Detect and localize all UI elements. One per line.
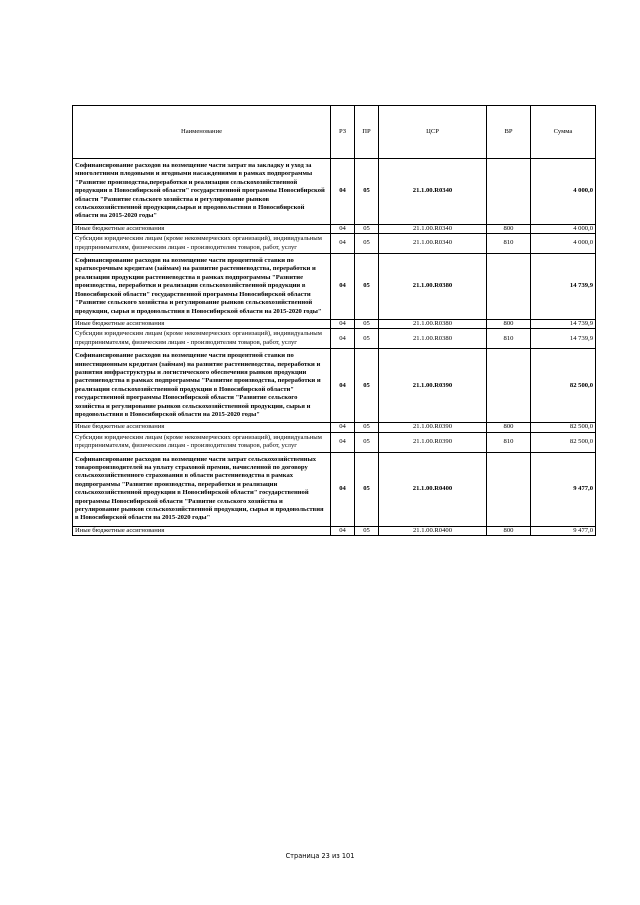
row-pr: 05	[355, 224, 379, 233]
header-vr: ВР	[487, 106, 531, 159]
table-row	[73, 159, 596, 225]
row-csr: 21.1.00.R0390	[379, 423, 487, 432]
row-pr: 05	[355, 423, 379, 432]
budget-table-container	[72, 105, 595, 536]
row-name: Иные бюджетные ассигнования	[73, 224, 331, 233]
header-name: Наименование	[73, 106, 331, 159]
row-csr: 21.1.00.R0380	[379, 254, 487, 320]
row-sum: 82 500,0	[531, 349, 596, 423]
table-header-row	[73, 106, 596, 159]
row-vr: 800	[487, 423, 531, 432]
row-sum: 4 000,0	[531, 234, 596, 254]
row-sum: 82 500,0	[531, 423, 596, 432]
table-row	[73, 329, 596, 349]
row-sum: 9 477,0	[531, 526, 596, 535]
row-rz: 04	[331, 254, 355, 320]
row-name: Субсидии юридическим лицам (кроме некоммерческих организаций), индивидуальным предпринимателям, физическим лицам - производителям товаров, работ, услуг	[73, 234, 331, 254]
row-csr: 21.1.00.R0380	[379, 319, 487, 328]
table-row	[73, 452, 596, 526]
row-pr: 05	[355, 254, 379, 320]
row-vr	[487, 349, 531, 423]
row-rz: 04	[331, 423, 355, 432]
row-vr: 800	[487, 224, 531, 233]
row-name: Субсидии юридическим лицам (кроме некоммерческих организаций), индивидуальным предпринимателям, физическим лицам - производителям товаров, работ, услуг	[73, 329, 331, 349]
row-vr: 810	[487, 432, 531, 452]
row-pr: 05	[355, 234, 379, 254]
row-csr: 21.1.00.R0340	[379, 224, 487, 233]
row-rz: 04	[331, 329, 355, 349]
row-sum: 4 000,0	[531, 159, 596, 225]
row-csr: 21.1.00.R0340	[379, 159, 487, 225]
row-vr: 810	[487, 234, 531, 254]
row-vr: 800	[487, 526, 531, 535]
row-rz: 04	[331, 319, 355, 328]
row-sum: 4 000,0	[531, 224, 596, 233]
row-pr: 05	[355, 349, 379, 423]
row-pr: 05	[355, 432, 379, 452]
row-vr	[487, 452, 531, 526]
table-row	[73, 224, 596, 233]
row-vr: 810	[487, 329, 531, 349]
table-row	[73, 432, 596, 452]
row-sum: 14 739,9	[531, 254, 596, 320]
row-rz: 04	[331, 432, 355, 452]
row-pr: 05	[355, 452, 379, 526]
row-csr: 21.1.00.R0340	[379, 234, 487, 254]
row-name: Иные бюджетные ассигнования	[73, 319, 331, 328]
row-vr: 800	[487, 319, 531, 328]
row-rz: 04	[331, 159, 355, 225]
row-vr	[487, 159, 531, 225]
row-pr: 05	[355, 526, 379, 535]
header-rz: РЗ	[331, 106, 355, 159]
row-vr	[487, 254, 531, 320]
row-pr: 05	[355, 159, 379, 225]
row-csr: 21.1.00.R0390	[379, 349, 487, 423]
row-sum: 9 477,0	[531, 452, 596, 526]
page-number: Страница 23 из 101	[285, 852, 355, 860]
table-row	[73, 423, 596, 432]
row-csr: 21.1.00.R0400	[379, 526, 487, 535]
table-row	[73, 526, 596, 535]
row-name: Софинансирование расходов на возмещение части затрат на закладку и уход за многолетними плодовыми и ягодными насаждениями в рамках подпрограммы "Развитие производства,переработки и реализации сельскохозяйственной продукции в Новосибирской области" государственной программы Новосибирской области "Развитие сельского хозяйства и регулирование рынков сельскохозяйственной продукции,сырья и продовольствия в Новосибирской области на 2015-2020 годы"	[73, 159, 331, 225]
row-name: Софинансирование расходов на возмещение части процентной ставки по инвестиционным кредитам (займам) на развитие растениеводства, переработки и развития инфраструктуры и логистического обеспечения рынков продукции растениеводства в рамках подпрограммы "Развитие производства, переработки и реализации сельскохозяйственной продукции в Новосибирской области" государственной программы Новосибирской области "Развитие сельского хозяйства и регулирование рынков сельскохозяйственной продукции, сырья и продовольствия в Новосибирской области на 2015-2020 годы"	[73, 349, 331, 423]
row-name: Иные бюджетные ассигнования	[73, 423, 331, 432]
row-rz: 04	[331, 349, 355, 423]
header-sum: Сумма	[531, 106, 596, 159]
row-csr: 21.1.00.R0380	[379, 329, 487, 349]
row-pr: 05	[355, 329, 379, 349]
table-row	[73, 319, 596, 328]
row-csr: 21.1.00.R0390	[379, 432, 487, 452]
header-pr: ПР	[355, 106, 379, 159]
row-csr: 21.1.00.R0400	[379, 452, 487, 526]
table-row	[73, 254, 596, 320]
row-rz: 04	[331, 526, 355, 535]
row-name: Субсидии юридическим лицам (кроме некоммерческих организаций), индивидуальным предпринимателям, физическим лицам - производителям товаров, работ, услуг	[73, 432, 331, 452]
row-sum: 82 500,0	[531, 432, 596, 452]
row-rz: 04	[331, 234, 355, 254]
row-name: Софинансирование расходов на возмещение части затрат сельскохозяйственных товаропроизводителей на уплату страховой премии, начисленной по договору сельскохозяйственного страхования в области растениеводства в рамках подпрограммы "Развитие производства, переработки и реализации сельскохозяйственной продукции в Новосибирской области" государственной программы Новосибирской области "Развитие сельского хозяйства и регулирование рынков сельскохозяйственной продукции, сырья и продовольствия в Новосибирской области на 2015-2020 годы"	[73, 452, 331, 526]
table-row	[73, 234, 596, 254]
budget-table	[72, 105, 596, 536]
table-row	[73, 349, 596, 423]
row-rz: 04	[331, 224, 355, 233]
row-rz: 04	[331, 452, 355, 526]
header-csr: ЦСР	[379, 106, 487, 159]
row-sum: 14 739,9	[531, 329, 596, 349]
table-body	[73, 159, 596, 536]
row-sum: 14 739,9	[531, 319, 596, 328]
row-pr: 05	[355, 319, 379, 328]
row-name: Иные бюджетные ассигнования	[73, 526, 331, 535]
row-name: Софинансирование расходов на возмещение части процентной ставки по краткосрочным кредитам (займам) на развитие растениеводства, переработки и реализации продукции растениеводства в рамках подпрограммы "Развитие производства, переработки и реализации сельскохозяйственной продукции в Новосибирской области" государственной программы Новосибирской области "Развитие сельского хозяйства и регулирование рынков сельскохозяйственной продукции, сырья и продовольствия в Новосибирской области на 2015-2020 годы"	[73, 254, 331, 320]
